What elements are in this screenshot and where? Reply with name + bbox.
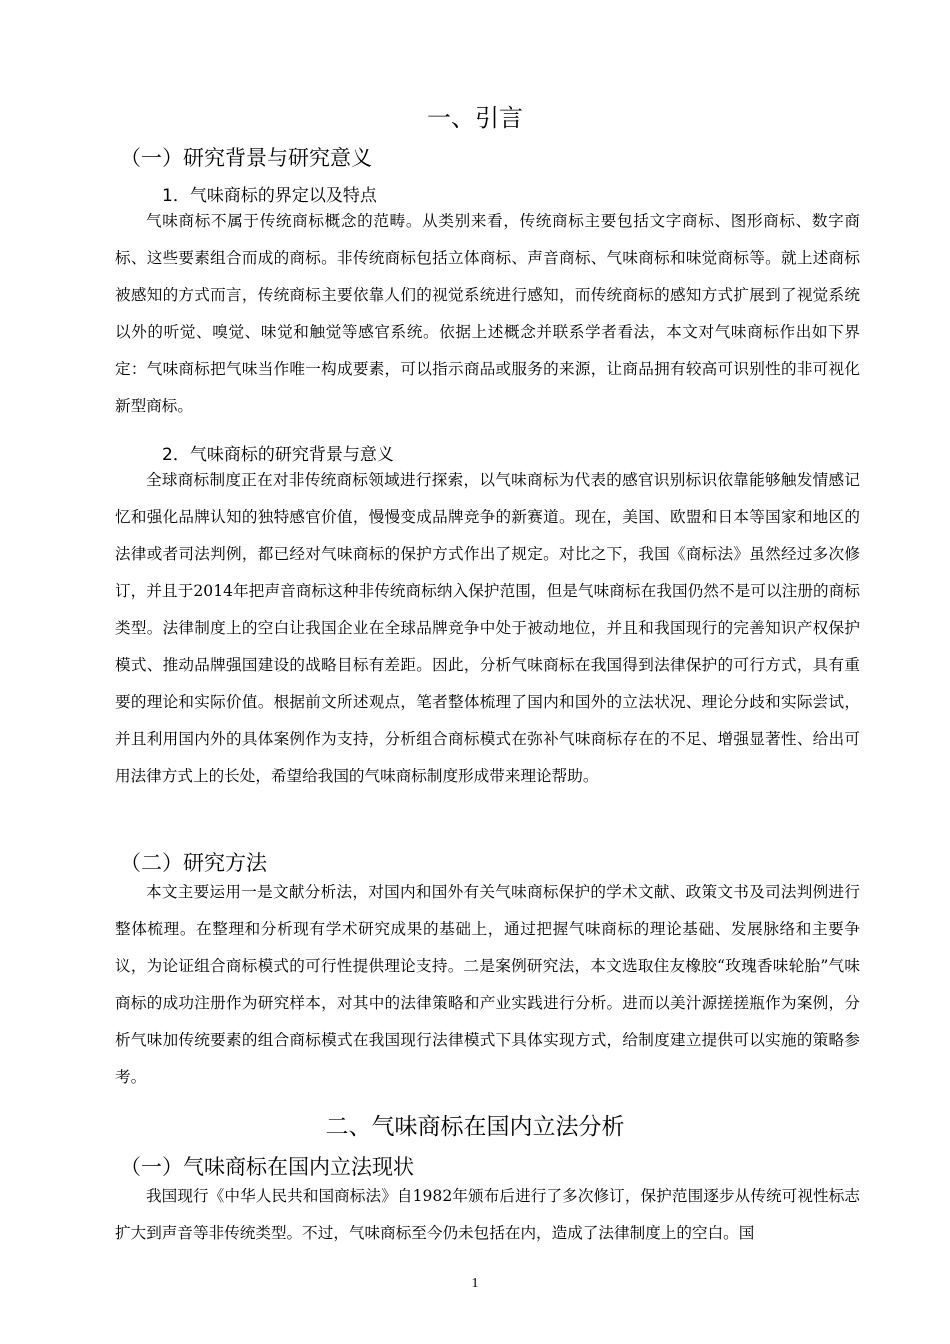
section-heading-status: （一）气味商标在国内立法现状: [120, 1155, 414, 1179]
page-number: 1: [471, 1276, 479, 1291]
chapter-title-introduction: 一、引言: [427, 104, 523, 132]
paragraph-status: 我国现行《中华人民共和国商标法》自1982年颁布后进行了多次修订，保护范围逐步从传统可视性标志扩大到声音等非传统类型。不过，气味商标至今仍未包括在内，造成了法律制度上的空白。国: [115, 1187, 860, 1242]
paragraph-definition: 气味商标不属于传统商标概念的范畴。从类别来看，传统商标主要包括文字商标、图形商标、数字商标、这些要素组合而成的商标。非传统商标包括立体商标、声音商标、气味商标和味觉商标等。就上述商标被感知的方式而言，传统商标主要依靠人们的视觉系统进行感知，而传统商标的感知方式扩展到了视觉系统以外的听觉、嗅觉、味觉和触觉等感官系统。依据上述概念并联系学者看法，本文对气味商标作出如下界定：气味商标把气味当作唯一构成要素，可以指示商品或服务的来源，让商品拥有较高可识别性的非可视化新型商标。: [115, 212, 860, 415]
chapter-title-domestic-legislation: 二、气味商标在国内立法分析: [325, 1114, 625, 1140]
paragraph-methods: 本文主要运用一是文献分析法，对国内和国外有关气味商标保护的学术文献、政策文书及司法判例进行整体梳理。在整理和分析现有学术研究成果的基础上，通过把握气味商标的理论基础、发展脉络和主要争议，为论证组合商标模式的可行性提供理论支持。二是案例研究法，本文选取住友橡胶“玫瑰香味轮胎”气味商标的成功注册作为研究样本，对其中的法律策略和产业实践进行分析。进而以美汁源搓搓瓶作为案例，分析气味加传统要素的组合商标模式在我国现行法律模式下具体实现方式，给制度建立提供可以实施的策略参考。: [115, 883, 860, 1086]
paragraph-significance: 全球商标制度正在对非传统商标领域进行探索，以气味商标为代表的感官识别标识依靠能够触发情感记忆和强化品牌认知的独特感官价值，慢慢变成品牌竞争的新赛道。现在，美国、欧盟和日本等国家和地区的法律或者司法判例，都已经对气味商标的保护方式作出了规定。对比之下，我国《商标法》虽然经过多次修订，并且于2014年把声音商标这种非传统商标纳入保护范围，但是气味商标在我国仍然不是可以注册的商标类型。法律制度上的空白让我国企业在全球品牌竞争中处于被动地位，并且和我国现行的完善知识产权保护模式、推动品牌强国建设的战略目标有差距。因此，分析气味商标在我国得到法律保护的可行方式，具有重要的理论和实际价值。根据前文所述观点，笔者整体梳理了国内和国外的立法状况、理论分歧和实际尝试，并且利用国内外的具体案例作为支持，分析组合商标模式在弥补气味商标存在的不足、增强显著性、给出可用法律方式上的长处，希望给我国的气味商标制度形成带来理论帮助。: [115, 471, 860, 785]
subsection-heading-significance: 2．气味商标的研究背景与意义: [162, 445, 394, 465]
subsection-heading-definition: 1．气味商标的界定以及特点: [162, 186, 377, 206]
section-heading-methods: （二）研究方法: [120, 851, 267, 875]
section-heading-background: （一）研究背景与研究意义: [120, 146, 372, 170]
